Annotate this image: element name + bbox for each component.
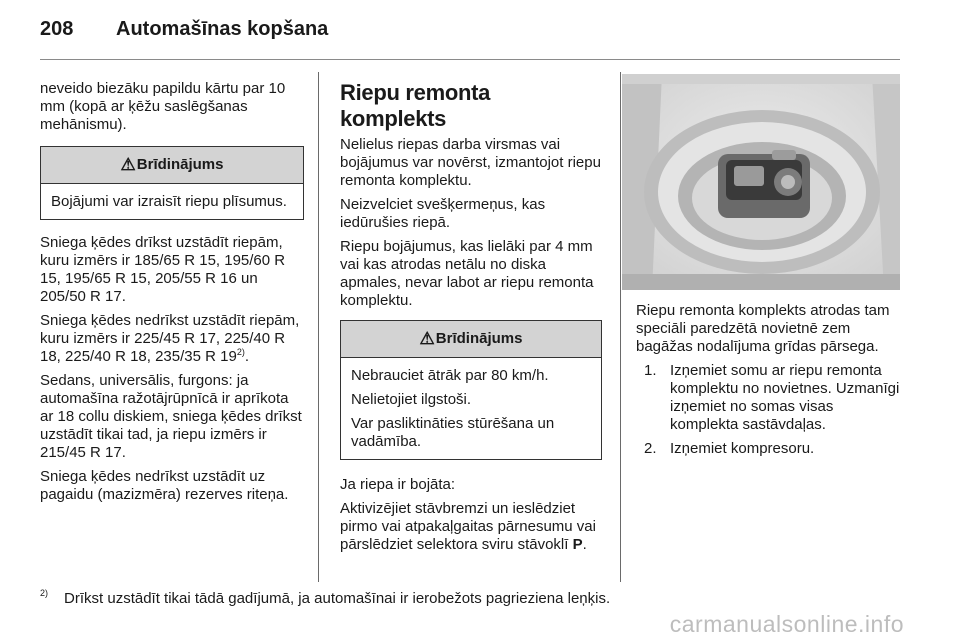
warning-icon: ⚠: [419, 329, 435, 348]
left-column: [40, 80, 304, 510]
warning-header: [41, 147, 303, 184]
paragraph: Ja riepa ir bojāta:: [340, 476, 456, 493]
middle-column: [340, 80, 602, 560]
warning-box: [40, 146, 304, 220]
warning-line: Nelietojiet ilgstoši.: [351, 391, 472, 408]
step-number: 1.: [644, 362, 657, 379]
paragraph-end: .: [582, 536, 587, 553]
paragraph-end: .: [244, 348, 250, 365]
steps-list: [636, 362, 904, 458]
watermark: carmanualsonline.info: [669, 611, 904, 637]
page-number: 208: [40, 18, 74, 40]
intro-text: neveido biezāku papildu kārtu par 10 mm (kopā ar ķēžu saslēgšanas mehānismu).: [40, 80, 286, 133]
paragraph: Nelielus riepas darba virsmas vai bojājumus var novērst, izmantojot riepu remonta komplektu.: [340, 136, 601, 189]
right-column: [636, 302, 904, 464]
warning-body: [341, 358, 601, 459]
paragraph: Riepu remonta komplekts atrodas tam speciāli paredzētā novietnē zem bagāžas nodalījuma grīdas pārsega.: [636, 302, 890, 355]
paragraph: Riepu bojājumus, kas lielāki par 4 mm vai kas atrodas netālu no diska apmales, nevar labot ar riepu remonta komplektu.: [340, 238, 594, 309]
header-rule: [40, 59, 900, 60]
warning-title: Brīdinājums: [136, 156, 224, 173]
footnote: [40, 588, 610, 607]
step-text: Izņemiet somu ar riepu remonta komplektu no novietnes. Uzmanīgi izņemiet no somas visas komplekta sastāvdaļas.: [670, 362, 900, 433]
paragraph: Neizvelciet svešķermeņus, kas iedūrušies riepā.: [340, 196, 546, 231]
column-divider: [620, 72, 621, 582]
warning-box: [340, 320, 602, 460]
warning-body: [41, 184, 303, 219]
section-title: Riepu remonta komplekts: [340, 80, 491, 131]
warning-title: Brīdinājums: [435, 330, 523, 347]
page-title: Automašīnas kopšana: [116, 18, 329, 40]
column-divider: [318, 72, 319, 582]
paragraph-text: Sniega ķēdes nedrīkst uzstādīt riepām, kuru izmērs ir 225/45 R 17, 225/40 R 18, 225/40 R 18, 235/35 R 19: [40, 312, 300, 365]
warning-line: Nebrauciet ātrāk par 80 km/h.: [351, 367, 549, 384]
list-item: [636, 440, 904, 458]
footnote-mark: 2): [40, 588, 49, 598]
paragraph: [340, 500, 602, 554]
step-number: 2.: [644, 440, 657, 457]
trunk-compartment-photo: [622, 74, 900, 290]
page-header: [40, 18, 328, 41]
footnote-ref[interactable]: 2): [236, 347, 245, 357]
step-text: Izņemiet kompresoru.: [670, 440, 815, 457]
list-item: [636, 362, 904, 434]
warning-header: [341, 321, 601, 358]
tire-repair-kit-illustration: [622, 74, 900, 290]
paragraph-text: Aktivizējiet stāvbremzi un ieslēdziet pirmo vai atpakaļgaitas pārnesumu vai pārslēdziet selektora sviru stāvoklī: [340, 500, 596, 553]
warning-line: Var pasliktināties stūrēšana un vadāmība.: [351, 415, 555, 450]
paragraph: Sniega ķēdes nedrīkst uzstādīt uz pagaidu (mazizmēra) rezerves riteņa.: [40, 468, 289, 503]
warning-text: Bojājumi var izraisīt riepu plīsumus.: [51, 193, 287, 210]
footnote-text: Drīkst uzstādīt tikai tādā gadījumā, ja automašīnai ir ierobežots pagrieziena leņķis.: [64, 590, 611, 607]
paragraph: Sedans, universālis, furgons: ja automašīna ražotājrūpnīcā ir aprīkota ar 18 collu diskiem, sniega ķēdes drīkst uzstādīt tikai tad, ja riepu izmērs ir 215/45 R 17.: [40, 372, 302, 461]
paragraph: Sniega ķēdes drīkst uzstādīt riepām, kuru izmērs ir 185/65 R 15, 195/60 R 15, 195/65 R 15, 205/55 R 16 un 205/50 R 17.: [40, 234, 286, 305]
gear-position: P: [572, 536, 583, 553]
warning-icon: ⚠: [120, 155, 136, 174]
paragraph: [40, 312, 304, 366]
